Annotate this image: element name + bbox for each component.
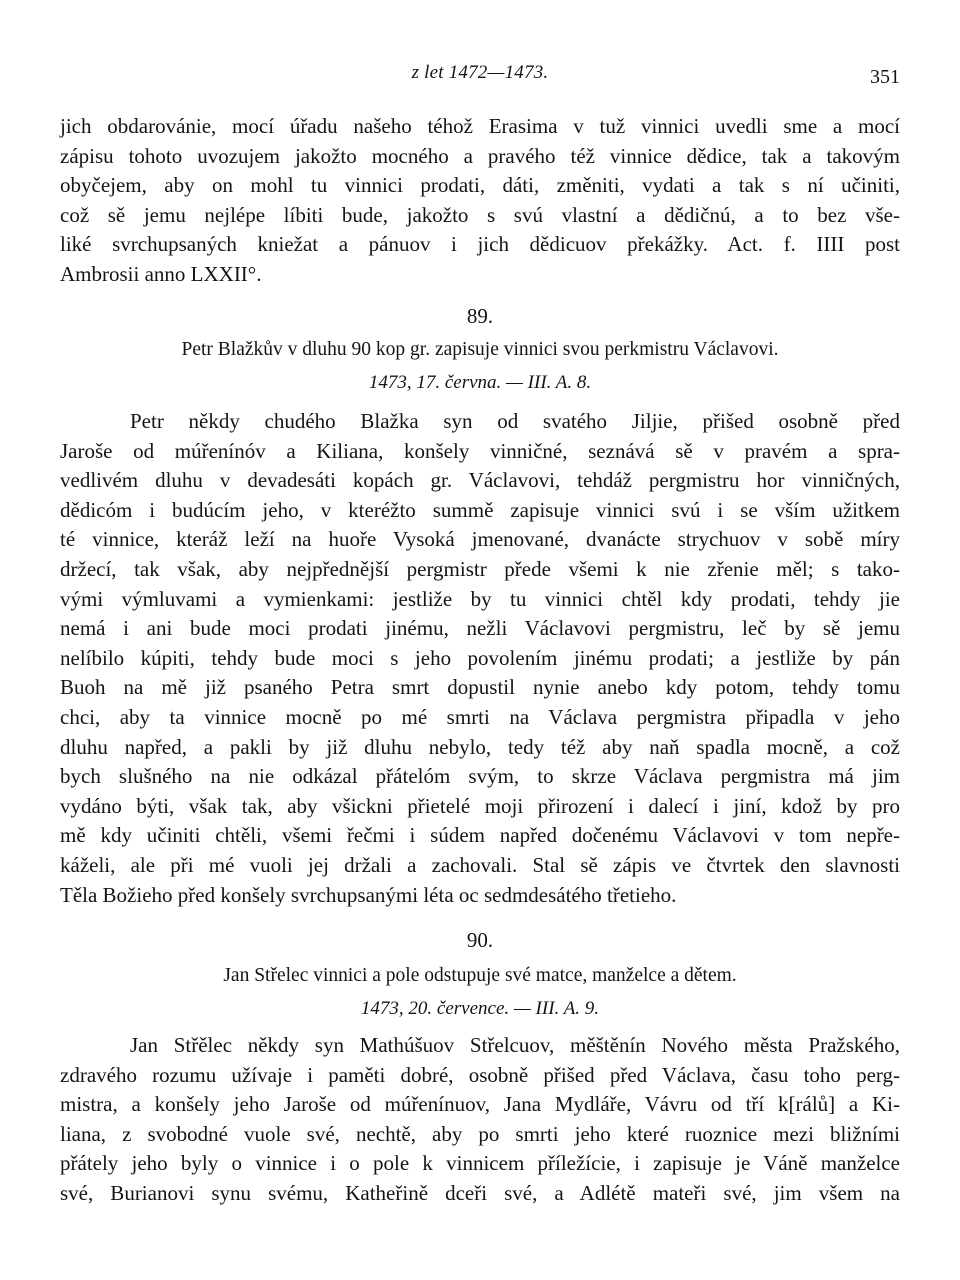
page-number: 351 (870, 66, 900, 88)
text-line: držecí, tak však, aby nejpřednější pergmistr přede všemi k nie zřenie měl; s tako- (60, 556, 900, 581)
text-line: chci, aby ta vinnice mocně po mé smrti na Václava pergmistra připadla v jeho (60, 704, 900, 729)
text-line: jich obdarovánie, mocí úřadu našeho téhož Erasima v tuž vinnici uvedli sme a mocí (60, 114, 900, 138)
text-line: své, Burianovi synu svému, Katheřině dceři své, a Adlétě mateři své, jim všem na (60, 1180, 900, 1205)
text-line: přátely jeho byly o vinnice i o pole k vinnicem příležície, i zapisuje je Váně manželce (60, 1151, 900, 1176)
text-line: nemá i ani bude moci prodati jinému, nežli Václavovi pergmistru, leč by sě jemu (60, 616, 900, 641)
text-line: obyčejem, aby on mohl tu vinnici prodati, dáti, změniti, vydati a tak s ní učiniti, (60, 173, 900, 198)
entry-date: 1473, 17. června. — III. A. 8. (368, 372, 592, 393)
text-line: Jaroše od múřenínóv a Kiliana, konšely vinničné, seznává sě v pravém a spra- (60, 438, 900, 463)
text-line: vými výmluvami a vymienkami: jestliže by tu vinnici chtěl kdy prodati, tehdy jie (60, 586, 900, 611)
running-title: z let 1472—1473. (411, 62, 549, 83)
text-line: Buoh na mě již psaného Petra smrt dopustil nynie anebo kdy potom, tehdy tomu (60, 675, 900, 700)
text-line: vedlivém dluhu v devadesáti kopách gr. Václavovi, tehdáž pergmistru hor vinničných, (60, 468, 900, 493)
text-line: Petr někdy chudého Blažka syn od svatého Jiljie, přišed osobně před (130, 409, 900, 433)
running-header (60, 62, 900, 92)
text-line: káželi, ale při mé vuoli jej držali a zachovali. Stal sě zápis ve čtvrtek den slavnosti (60, 852, 900, 877)
entry-body (60, 407, 900, 910)
entry-number: 89. (466, 304, 494, 328)
text-line: dluhu napřed, a pakli by již dluhu nebylo, tedy též aby naň spadla mocně, a což (60, 734, 900, 759)
entry-number: 90. (466, 928, 494, 952)
entry-heading: Petr Blažkův v dluhu 90 kop gr. zapisuje vinnici svou perkmistru Václavovi. (181, 339, 779, 360)
text-line: zápisu tohoto uvozujem jakožto mocného a pravého též vinnice dědice, tak a takovým (60, 143, 900, 168)
text-line: liana, z svobodné vuole své, nechtě, aby po smrti jeho které ruoznice mezi bližními (60, 1121, 900, 1146)
text-line: což sě jemu nejlépe líbiti bude, jakožto s svú vlastní a dědičnú, a to bez vše- (60, 202, 900, 227)
text-line: nelíbilo kúpiti, tehdy bude moci s jeho povolením jinému prodati; a jestliže by pán (60, 645, 900, 670)
entry-heading: Jan Střelec vinnici a pole odstupuje své matce, manželce a dětem. (223, 965, 737, 986)
text-line: bych slušného na nie odkázal přátelóm svým, to skrze Václava pergmistra má jim (60, 764, 900, 789)
entry-date: 1473, 20. července. — III. A. 9. (360, 998, 600, 1019)
text-line: liké svrchupsaných kniežat a pánuov i jich dědicuov překážky. Act. f. IIII post (60, 232, 900, 257)
text-line: dědicóm i budúcím jeho, v kteréžto summě zapisuje vinnici svú i se vším užitkem (60, 497, 900, 522)
text-line: Ambrosii anno LXXII°. (60, 261, 262, 286)
entry-body (60, 1031, 900, 1209)
text-line: Jan Střělec někdy syn Mathúšuov Střelcuov, měštěnín Nového města Pražského, (130, 1033, 900, 1057)
text-line: vydáno býti, však tak, aby všickni přietelé moji přirození i dalecí i jiní, kdož by pro (60, 793, 900, 818)
text-line: mistra, a konšely jeho Jaroše od múřenínuov, Jana Mydláře, Vávru od tří k[rálů] a Ki- (60, 1092, 900, 1117)
text-line: mě kdy učiniti chtěli, všemi řečmi i súdem napřed dočenému Václavovi v tom nepře- (60, 823, 900, 848)
text-line: Těla Božieho před konšely svrchupsanými léta oc sedmdesátého třetieho. (60, 882, 677, 907)
continuation-paragraph (60, 112, 900, 290)
text-line: té vinnice, kteráž leží na huoře Vysoká jmenované, dvanácte strychuov v sobě míry (60, 527, 900, 552)
text-line: zdravého rozumu užívaje i paměti dobré, osobně přišed před Václava, času toho perg- (60, 1062, 900, 1087)
